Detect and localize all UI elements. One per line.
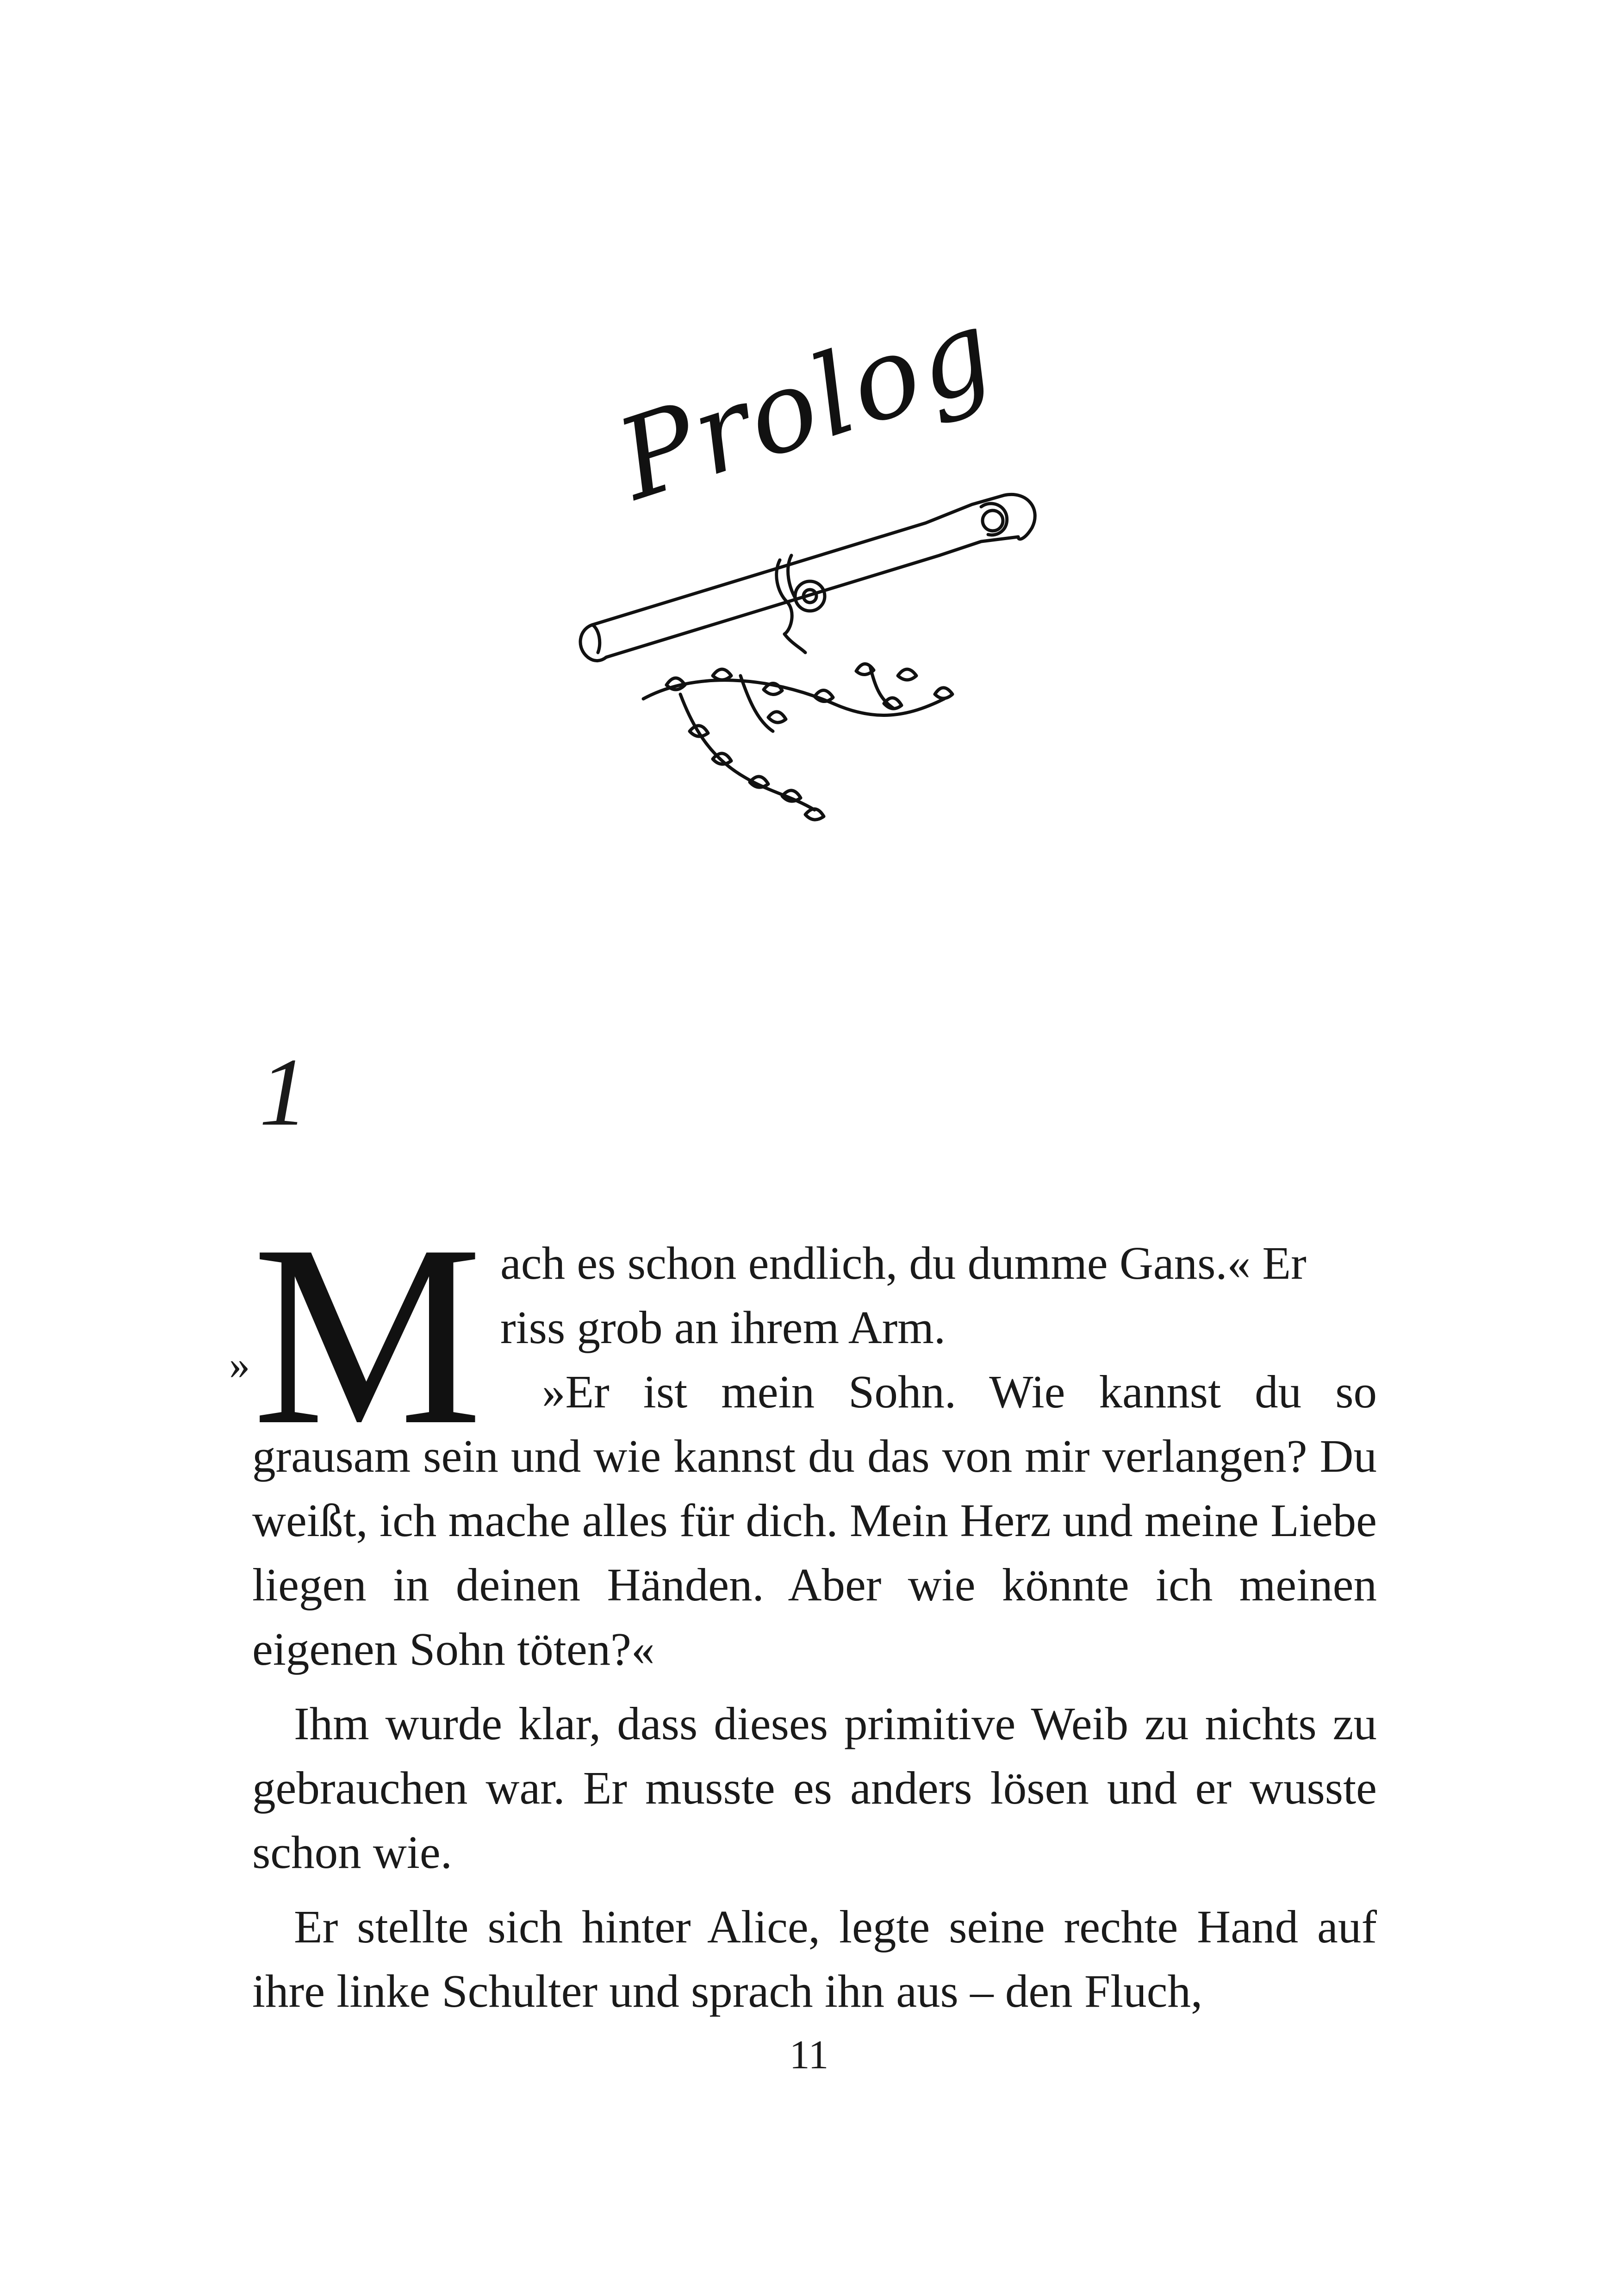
prolog-title: Prolog: [603, 283, 1009, 525]
paragraph-4: Er stellte sich hinter Alice, legte seine rechte Hand auf ihre linke Schulter und sprach ihn aus – den Fluch,: [252, 1901, 1377, 2017]
drop-cap: M: [252, 1192, 483, 1479]
paragraph-3: Ihm wurde klar, dass dieses primitive Weib zu nichts zu gebrauchen war. Er musste es anders lösen und er wusste schon wie.: [252, 1698, 1377, 1878]
prolog-heading-illustration: [574, 283, 1074, 842]
body-text: [229, 1192, 1377, 2023]
opening-quote-mark: »: [229, 1342, 250, 1388]
opening-paragraph: [229, 1192, 1377, 1681]
opening-line-1: ach es schon endlich, du dumme Gans.« Er: [500, 1237, 1307, 1289]
chapter-number: 1: [259, 1039, 308, 1146]
opening-line-2: riss grob an ihrem Arm.: [500, 1301, 946, 1353]
paragraph-2: »Er ist mein Sohn. Wie kannst du so grausam sein und wie kannst du das von mir verlangen? Du weißt, ich mache alles für dich. Mein Herz und meine Liebe liegen in deinen Händen. Aber wie könnte ich meinen eigenen Sohn töten?«: [252, 1366, 1377, 1675]
page-number: 11: [789, 2033, 829, 2078]
